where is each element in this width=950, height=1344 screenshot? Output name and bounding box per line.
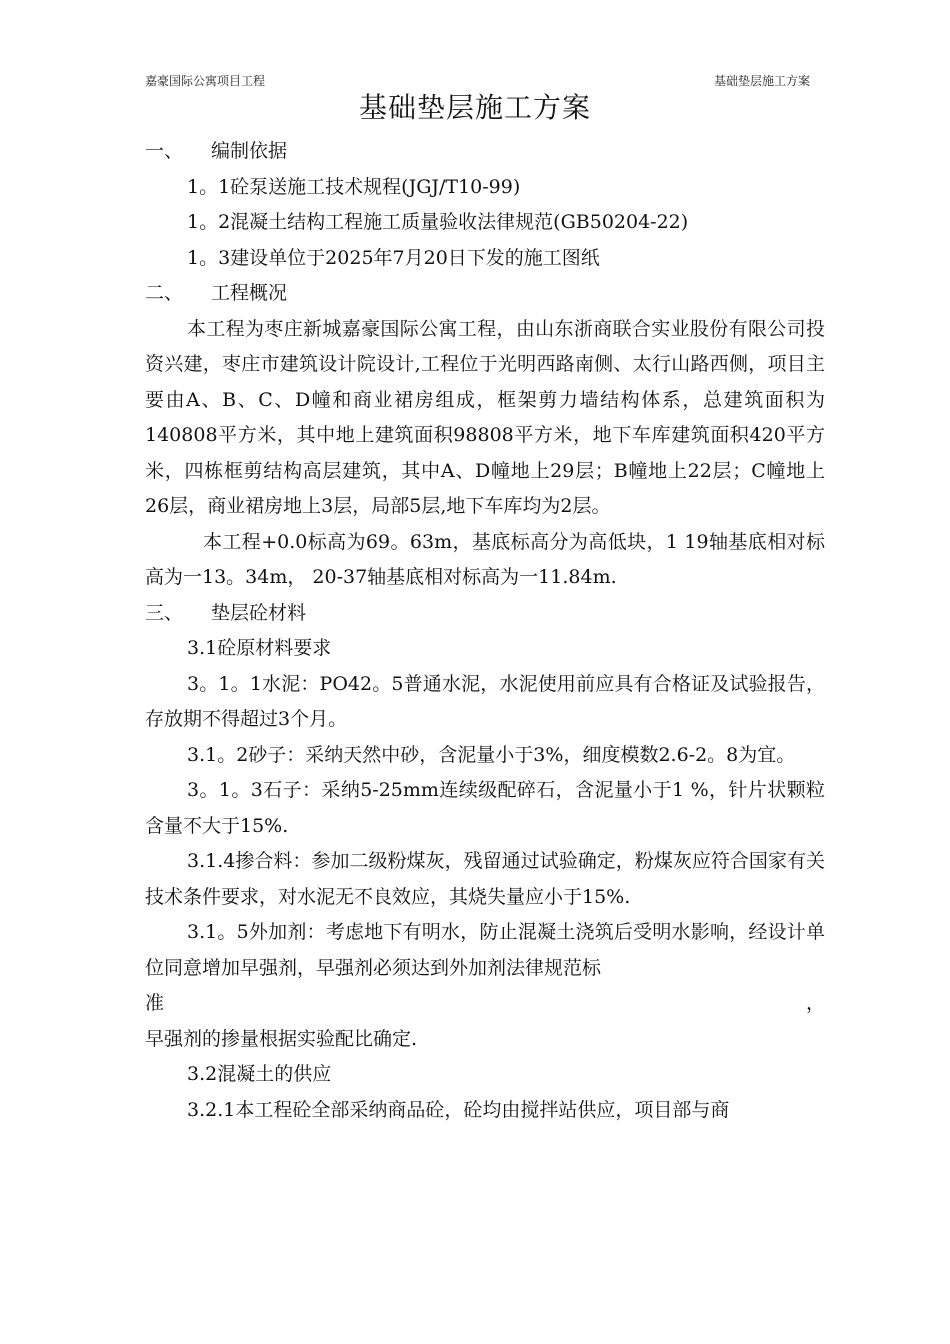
section-title: 编制依据 [211, 140, 288, 162]
basis-item: 1。2混凝土结构工程施工质量验收法律规范(GB50204-22) [187, 211, 689, 233]
document-body [145, 134, 825, 1128]
additive-paragraph-cont [145, 986, 825, 1022]
cement-paragraph: 3。1。1水泥：PO42。5普通水泥，水泥使用前应具有合格证及试验报告，存放期不得超过3个月。 [145, 672, 825, 730]
section-heading-1 [145, 134, 825, 170]
text-fragment: ， [805, 992, 825, 1014]
overview-paragraph: 本工程为枣庄新城嘉豪国际公寓工程，由山东浙商联合实业股份有限公司投资兴建，枣庄市建筑设计院设计,工程位于光明西路南侧、太行山路西侧，项目主要由A、B、C、D幢和商业裙房组成，框架剪力墙结构体系，总建筑面积为140808平方米，其中地上建筑面积98808平方米，地下车库建筑面积420平方米，四栋框剪结构高层建筑，其中A、D幢地上29层；B幢地上22层；C幢地上26层，商业裙房地上3层，局部5层,地下车库均为2层。 [145, 317, 825, 517]
section-number: 二、 [145, 282, 184, 304]
additive-dosage-line: 早强剂的掺量根据实验配比确定. [145, 1027, 418, 1050]
stone-paragraph: 3。1。3石子：采纳5-25mm连续级配碎石，含泥量小于1 %，针片状颗粒含量不大于15%. [145, 779, 825, 837]
additive-paragraph: 3.1。5外加剂：考虑地下有明水，防止混凝土浇筑后受明水影响，经设计单位同意增加早强剂，早强剂必须达到外加剂法律规范标 [145, 921, 825, 979]
section-number: 一、 [145, 140, 184, 162]
header-project-name: 嘉豪国际公寓项目工程 [145, 74, 266, 88]
supply-paragraph: 3.2.1本工程砼全部采纳商品砼，砼均由搅拌站供应，项目部与商 [187, 1098, 730, 1121]
elevation-paragraph: 本工程+0.0标高为69。63m，基底标高分为高低块，1 19轴基底相对标高为一13。34m， 20-37轴基底相对标高为一11.84m. [145, 530, 825, 588]
admixture-paragraph: 3.1.4掺合料：参加二级粉煤灰，残留通过试验确定，粉煤灰应符合国家有关技术条件要求，对水泥无不良效应，其烧失量应小于15%. [145, 850, 825, 908]
section-heading-2 [145, 276, 825, 312]
section-heading-3 [145, 596, 825, 632]
text-fragment: 准 [145, 992, 165, 1014]
section-title: 垫层砼材料 [211, 601, 307, 624]
subsection-heading: 3.1砼原材料要求 [187, 637, 332, 659]
header-doc-name: 基础垫层施工方案 [713, 74, 810, 88]
sand-paragraph: 3.1。2砂子：采纳天然中砂，含泥量小于3%，细度模数2.6-2。8为宜。 [187, 743, 796, 766]
section-number: 三、 [145, 601, 184, 624]
document-title: 基础垫层施工方案 [358, 91, 591, 124]
basis-item: 1。1砼泵送施工技术规程(JGJ/T10-99) [187, 175, 521, 198]
subsection-heading: 3.2混凝土的供应 [187, 1063, 332, 1085]
basis-item: 1。3建设单位于2025年7月20日下发的施工图纸 [187, 246, 600, 269]
section-title: 工程概况 [211, 282, 288, 304]
